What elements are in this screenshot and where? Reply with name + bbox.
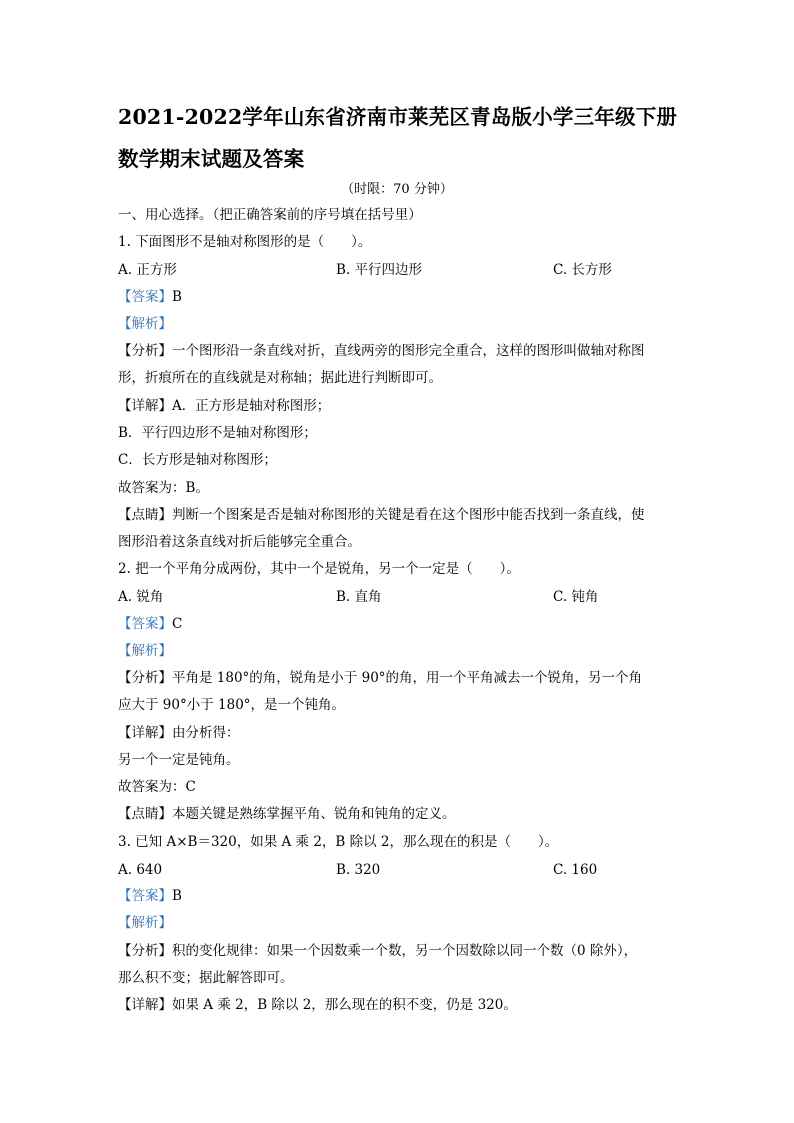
question-1-option-c: C. 长方形 [553, 262, 612, 278]
answer-tag: 【答案】 [118, 888, 172, 904]
answer-value: B [172, 888, 182, 904]
question-2-stem: 2. 把一个平角分成两份，其中一个是锐角，另一个一定是（ ）。 [118, 561, 520, 577]
question-2-dianjing-line-1 [118, 805, 456, 823]
question-3-fenxi-line-1 [118, 942, 637, 960]
question-1-dianjing-line-2: 图形沿着这条直线对折后能够完全重合。 [118, 534, 361, 550]
fenxi-text: 一个图形沿一条直线对折，直线两旁的图形完全重合，这样的图形叫做轴对称图 [172, 343, 645, 359]
question-1-detail-line-3: C．长方形是轴对称图形； [118, 452, 277, 468]
analysis-tag: 【解析】 [118, 915, 172, 931]
question-2-option-b: B. 直角 [336, 589, 382, 605]
question-3-option-b: B. 320 [336, 862, 381, 878]
question-2-answer [118, 615, 182, 633]
answer-value: B [172, 289, 182, 305]
xiangjie-text: 如果 A 乘 2，B 除以 2，那么现在的积不变，仍是 320。 [172, 997, 517, 1013]
question-1-answer [118, 288, 182, 306]
fenxi-tag: 【分析】 [118, 343, 172, 359]
question-3-answer [118, 887, 182, 905]
question-1-detail-line-2: B．平行四边形不是轴对称图形； [118, 425, 317, 441]
time-limit: （时限：70 分钟） [341, 182, 453, 197]
document-title-line-1: 2021-2022学年山东省济南市莱芜区青岛版小学三年级下册 [118, 105, 678, 129]
question-1-fenxi-line-1 [118, 342, 645, 360]
question-3-analysis-heading [118, 914, 172, 932]
fenxi-text: 平角是 180°的角，锐角是小于 90°的角，用一个平角减去一个锐角，另一个角 [172, 670, 643, 686]
question-2-detail-line-1 [118, 724, 240, 742]
answer-tag: 【答案】 [118, 289, 172, 305]
question-1-option-b: B. 平行四边形 [336, 262, 423, 278]
question-2-option-a: A. 锐角 [118, 589, 164, 605]
question-3-option-c: C. 160 [553, 862, 598, 878]
question-1-fenxi-line-2: 形，折痕所在的直线就是对称轴；据此进行判断即可。 [118, 370, 442, 386]
question-1-dianjing-line-1 [118, 506, 645, 524]
question-2-detail-line-2: 另一个一定是钝角。 [118, 752, 240, 768]
analysis-tag: 【解析】 [118, 643, 172, 659]
question-3-fenxi-line-2: 那么积不变；据此解答即可。 [118, 970, 294, 986]
question-2-fenxi-line-2: 应大于 90°小于 180°，是一个钝角。 [118, 697, 346, 713]
xiangjie-tag: 【详解】 [118, 997, 172, 1013]
question-2-fenxi-line-1 [118, 669, 642, 687]
answer-value: C [172, 616, 183, 632]
xiangjie-text: A．正方形是轴对称图形； [172, 398, 331, 414]
question-2-analysis-heading [118, 642, 172, 660]
question-1-option-a: A. 正方形 [118, 262, 177, 278]
fenxi-tag: 【分析】 [118, 943, 172, 959]
dianjing-tag: 【点睛】 [118, 806, 172, 822]
fenxi-tag: 【分析】 [118, 670, 172, 686]
question-1-detail-line-1 [118, 397, 330, 415]
analysis-tag: 【解析】 [118, 316, 172, 332]
dianjing-text: 判断一个图案是否是轴对称图形的关键是看在这个图形中能否找到一条直线，使 [172, 507, 645, 523]
question-1-analysis-heading [118, 315, 172, 333]
section-heading: 一、用心选择。（把正确答案前的序号填在括号里） [118, 207, 422, 223]
question-1-conclusion: 故答案为：B。 [118, 480, 209, 496]
xiangjie-tag: 【详解】 [118, 398, 172, 414]
question-2-conclusion: 故答案为：C [118, 779, 196, 795]
question-1-stem: 1. 下面图形不是轴对称图形的是（ ）。 [118, 234, 372, 250]
question-2-option-c: C. 钝角 [553, 589, 599, 605]
xiangjie-text: 由分析得： [172, 725, 240, 741]
answer-tag: 【答案】 [118, 616, 172, 632]
dianjing-tag: 【点睛】 [118, 507, 172, 523]
xiangjie-tag: 【详解】 [118, 725, 172, 741]
question-3-detail-line-1 [118, 996, 517, 1014]
question-3-option-a: A. 640 [118, 862, 163, 878]
document-title-line-2: 数学期末试题及答案 [118, 147, 305, 171]
question-3-stem: 3. 已知 A×B＝320，如果 A 乘 2，B 除以 2，那么现在的积是（ ）。 [118, 834, 559, 850]
dianjing-text: 本题关键是熟练掌握平角、锐角和钝角的定义。 [172, 806, 456, 822]
fenxi-text: 积的变化规律：如果一个因数乘一个数，另一个因数除以同一个数（0 除外）， [172, 943, 638, 959]
